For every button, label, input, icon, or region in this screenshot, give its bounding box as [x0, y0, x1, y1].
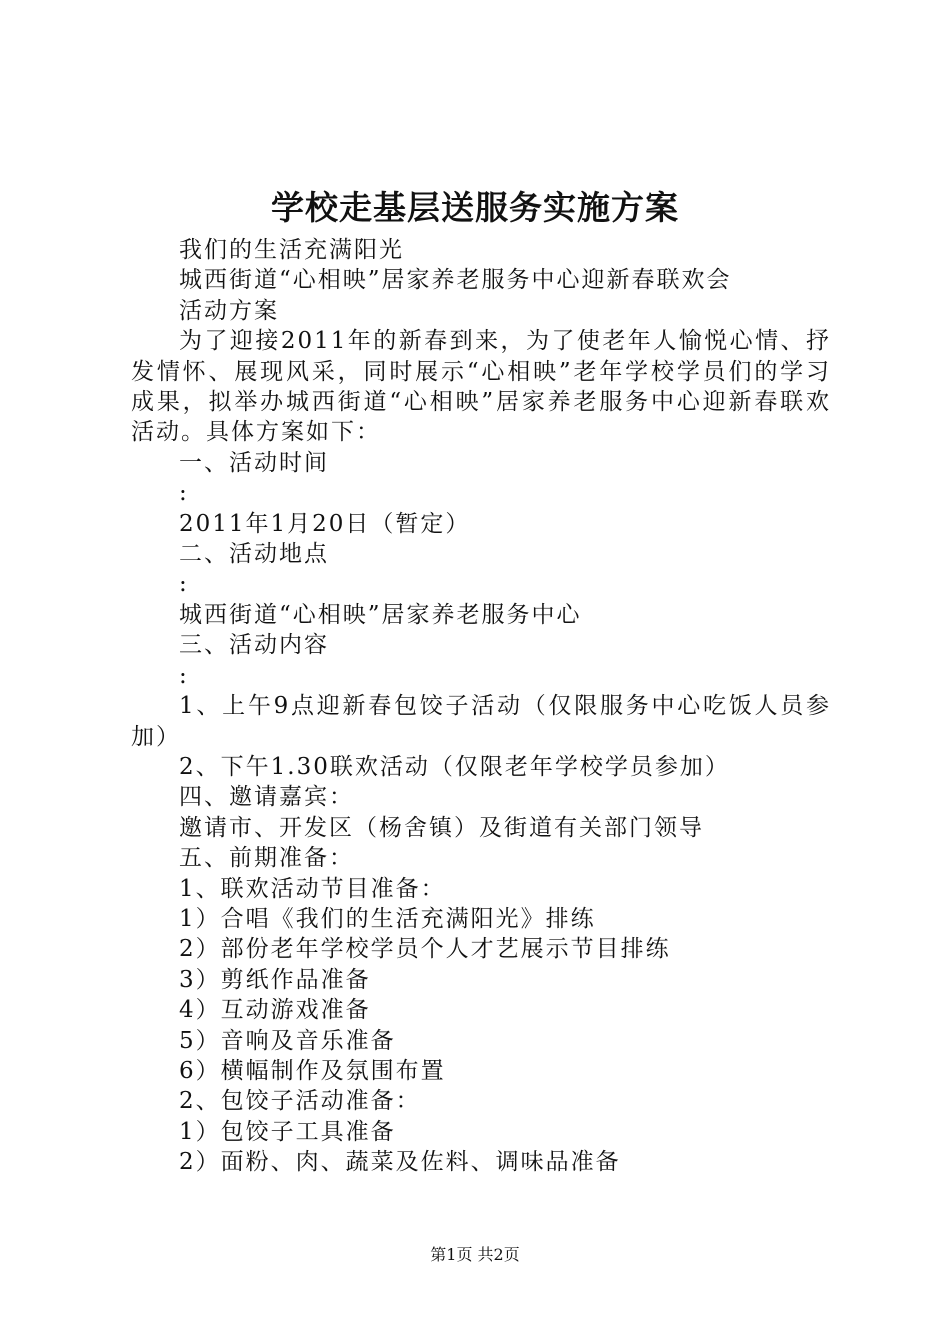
body-paragraph: 1）包饺子工具准备	[179, 1118, 396, 1145]
document-title: 学校走基层送服务实施方案	[271, 188, 679, 227]
body-paragraph: :	[179, 480, 189, 507]
body-paragraph: 4）互动游戏准备	[179, 997, 371, 1024]
body-paragraph: 三、活动内容	[179, 632, 329, 659]
body-paragraph: 城西街道“心相映”居家养老服务中心迎新春联欢会	[179, 267, 732, 294]
body-paragraph: 我们的生活充满阳光	[179, 237, 404, 263]
body-paragraph: 2011年1月20日（暂定）	[179, 510, 471, 537]
body-paragraph: 2）面粉、肉、蔬菜及佐料、调味品准备	[179, 1149, 621, 1176]
body-paragraph: 五、前期准备：	[179, 845, 354, 872]
body-paragraph: 2、下午1.30联欢活动（仅限老年学校学员参加）	[179, 753, 730, 780]
body-paragraph: :	[179, 662, 189, 689]
body-paragraph: 2、包饺子活动准备：	[179, 1088, 421, 1115]
body-paragraph: 6）横幅制作及氛围布置	[179, 1057, 446, 1084]
body-paragraph: 为了迎接2011年的新春到来，为了使老年人愉悦心情、抒发情怀、展现风采，同时展示“心相映”老年学校学员们的学习成果，拟举办城西街道“心相映”居家养老服务中心迎新春联欢活动。具体方案如下：	[131, 328, 831, 446]
body-paragraph: 3）剪纸作品准备	[179, 966, 371, 993]
body-paragraph: 1、上午9点迎新春包饺子活动（仅限服务中心吃饭人员参加）	[131, 693, 831, 750]
body-paragraph: :	[179, 571, 189, 598]
body-paragraph: 一、活动时间	[179, 449, 329, 476]
body-paragraph: 1、联欢活动节目准备：	[179, 875, 446, 902]
body-paragraph: 四、邀请嘉宾：	[179, 784, 354, 811]
body-paragraph: 1）合唱《我们的生活充满阳光》排练	[179, 905, 596, 932]
body-paragraph: 5）音响及音乐准备	[179, 1027, 396, 1054]
page-footer: 第1页 共2页	[430, 1245, 520, 1264]
body-paragraph: 邀请市、开发区（杨舍镇）及街道有关部门领导	[179, 814, 704, 841]
body-paragraph: 二、活动地点	[179, 541, 329, 568]
body-paragraph: 城西街道“心相映”居家养老服务中心	[179, 601, 582, 628]
body-paragraph: 2）部份老年学校学员个人才艺展示节目排练	[179, 936, 671, 963]
body-paragraph: 活动方案	[179, 297, 279, 324]
document-body	[131, 235, 831, 1178]
